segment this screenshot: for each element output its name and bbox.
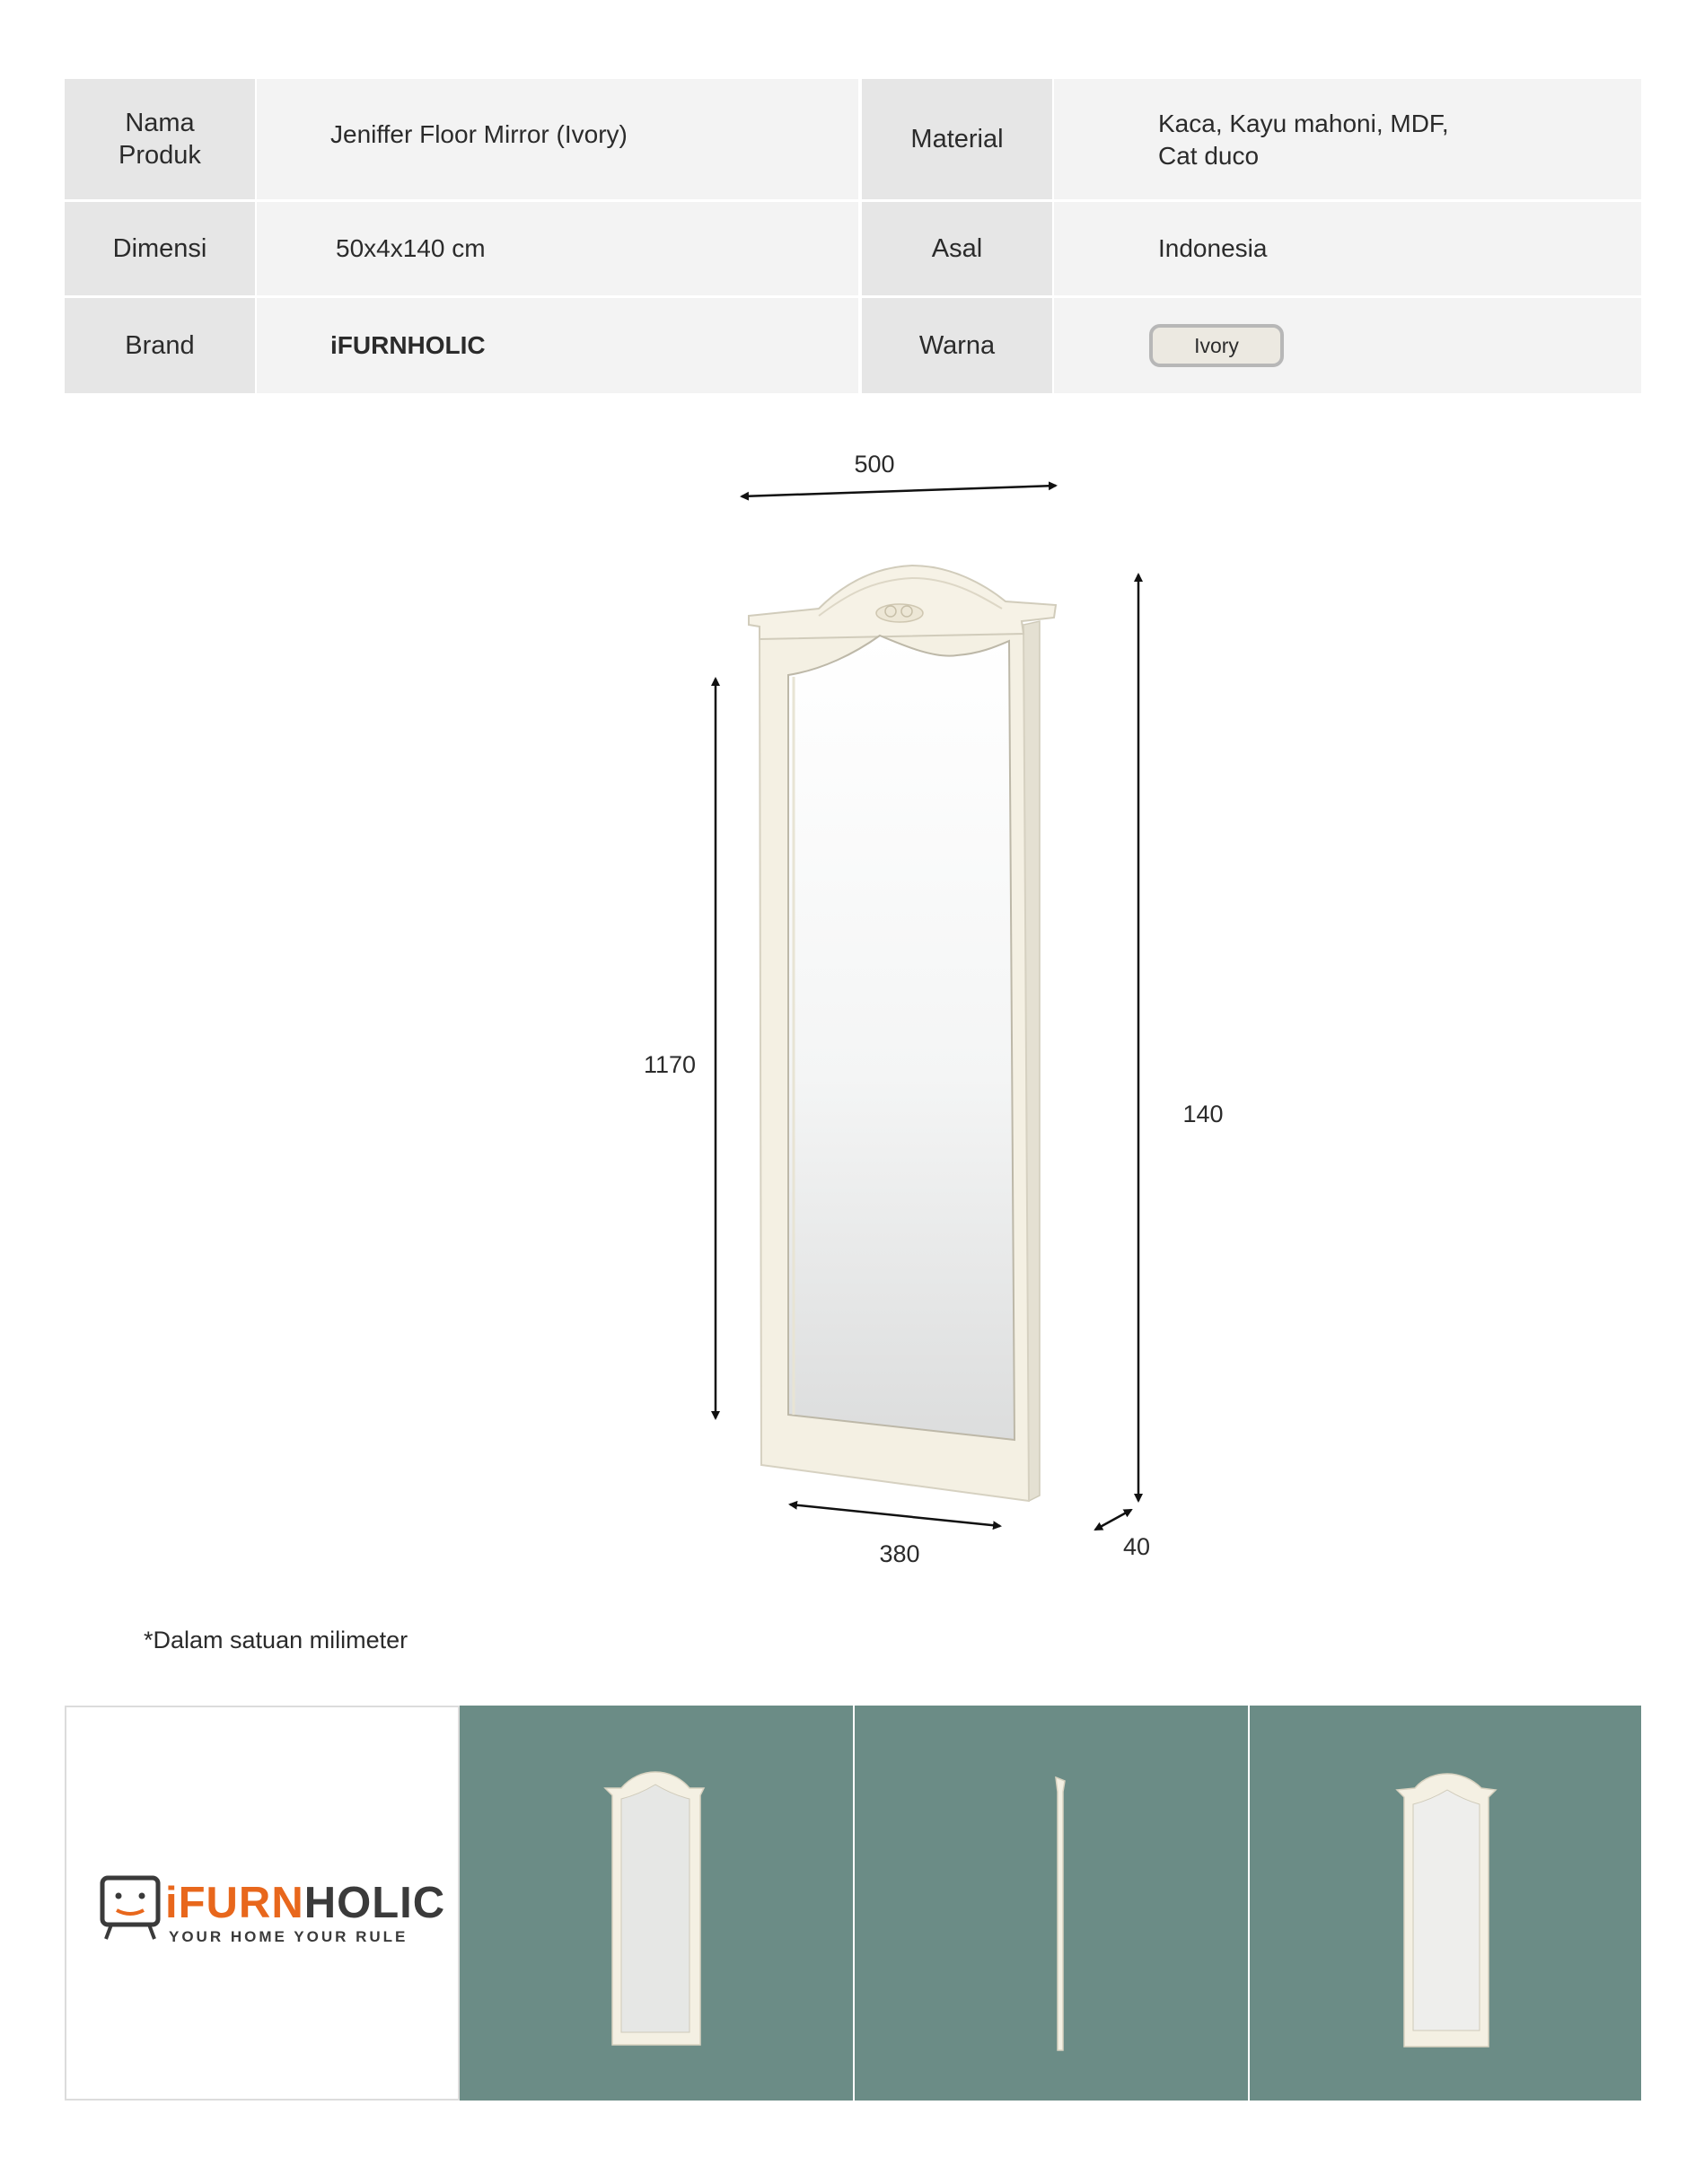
rose-carving <box>876 604 923 622</box>
value-text: iFURNHOLIC <box>330 331 486 359</box>
value-color <box>1054 298 1641 393</box>
dimension-width-top: 500 <box>854 451 895 478</box>
dimension-total-height: 140 <box>1182 1101 1224 1127</box>
dimension-depth: 40 <box>1122 1533 1151 1560</box>
logo-part-dark: HOLIC <box>303 1879 446 1927</box>
value-product-name <box>257 79 858 199</box>
color-swatch <box>1149 324 1284 367</box>
label-product-name <box>65 79 255 199</box>
mirror-front-thumbnail <box>460 1706 853 2101</box>
value-text: Indonesia <box>1158 234 1268 262</box>
mirror-side-thumbnail <box>855 1706 1248 2101</box>
label-material <box>862 79 1052 199</box>
value-dimension <box>257 202 858 295</box>
mirror-angle-thumbnail <box>1250 1706 1641 2101</box>
label-color <box>862 298 1052 393</box>
logo-tagline: YOUR HOME YOUR RULE <box>169 1928 408 1945</box>
dimension-line-depth <box>1095 1510 1131 1530</box>
dimension-line-width-top <box>742 486 1056 496</box>
label-text: Warna <box>918 331 996 360</box>
label-text: Nama Produk <box>119 109 201 170</box>
logo-part-orange: iFURN <box>165 1879 304 1927</box>
label-text: Brand <box>125 331 195 360</box>
label-text: Asal <box>931 234 983 263</box>
label-brand <box>65 298 255 393</box>
dimension-drawing <box>0 413 1704 1580</box>
dimension-width-bottom: 380 <box>879 1540 920 1567</box>
value-text: Kaca, Kayu mahoni, MDF, Cat duco <box>1158 110 1449 170</box>
dimension-line-width-bottom <box>790 1504 1000 1526</box>
spec-table <box>65 79 1641 393</box>
value-text: 50x4x140 cm <box>336 234 486 262</box>
value-origin <box>1054 202 1641 295</box>
value-text: Jeniffer Floor Mirror (Ivory) <box>330 120 628 148</box>
tv-icon <box>99 1873 163 1946</box>
photo-side <box>855 1706 1248 2101</box>
photo-front <box>460 1706 853 2101</box>
value-brand <box>257 298 858 393</box>
swatch-label: Ivory <box>1194 334 1239 357</box>
mirror-illustration <box>749 566 1056 1501</box>
gallery-strip <box>65 1706 1641 2101</box>
brand-logo-tile <box>65 1706 460 2101</box>
label-origin <box>862 202 1052 295</box>
unit-note: *Dalam satuan milimeter <box>144 1627 408 1653</box>
label-text: Material <box>910 125 1004 153</box>
value-material <box>1054 79 1641 199</box>
logo-wordmark <box>165 1878 445 1928</box>
label-dimension <box>65 202 255 295</box>
label-text: Dimensi <box>112 234 207 263</box>
photo-angle <box>1250 1706 1641 2101</box>
dimension-mirror-height: 1170 <box>643 1051 697 1078</box>
